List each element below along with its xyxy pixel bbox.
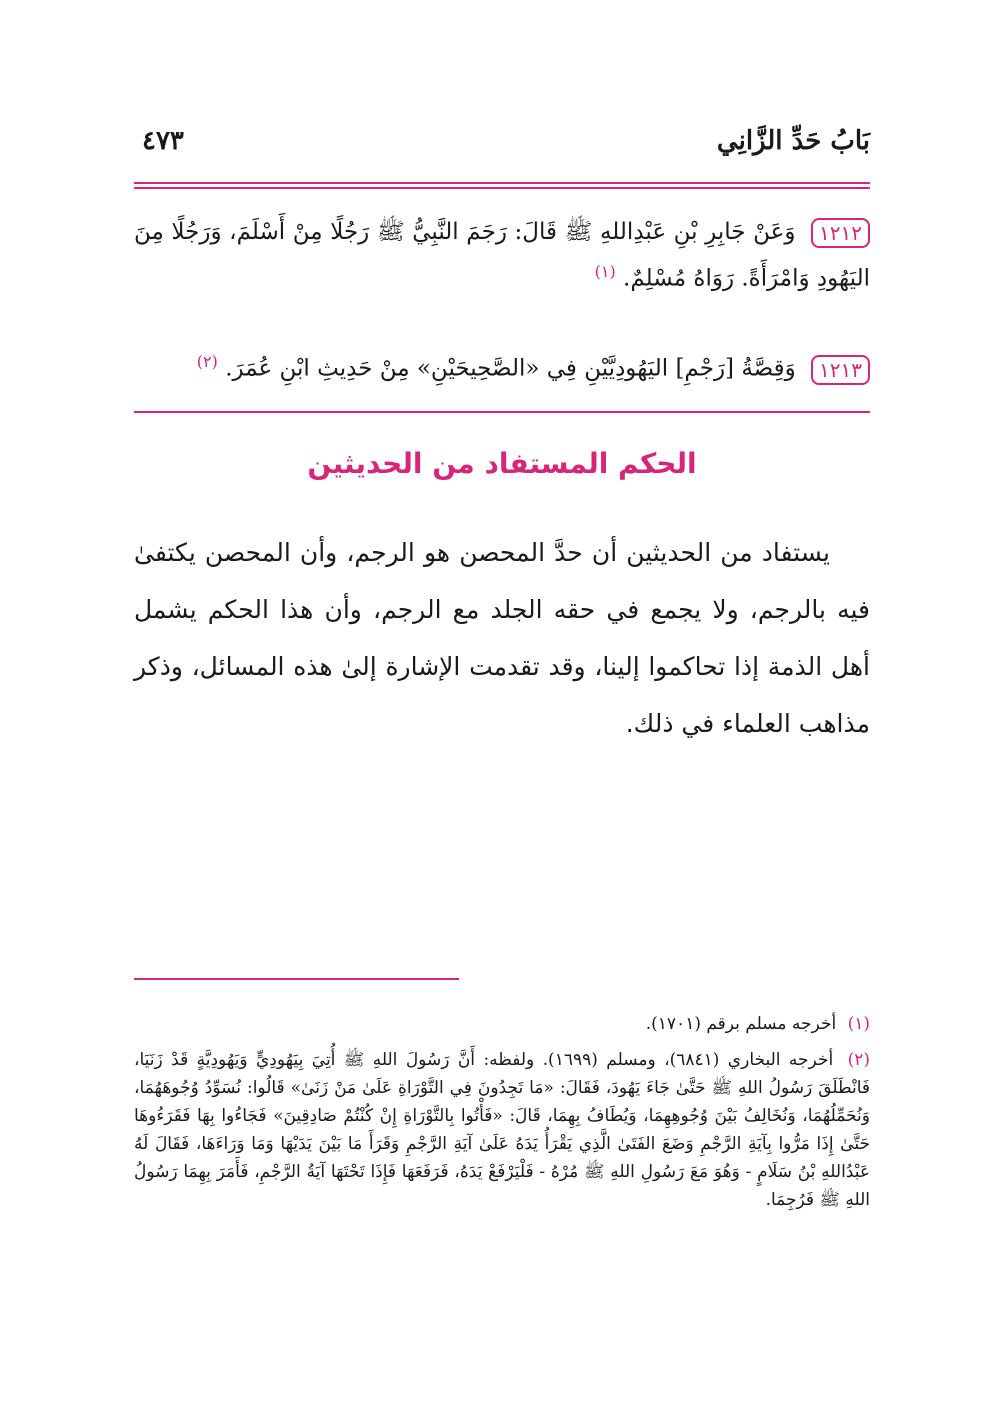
- footnote-number: (٢): [847, 1050, 871, 1070]
- footnote-2: [134, 1046, 870, 1214]
- hadith-1213: [134, 342, 870, 389]
- page-header: [134, 126, 870, 176]
- hadith-number: ١٢١٣: [811, 355, 870, 385]
- footnote-1: [134, 1010, 870, 1038]
- footnote-ref: (٢): [196, 352, 218, 371]
- footnote-text: أخرجه البخاري (٦٨٤١)، ومسلم (١٦٩٩). ولفظه: أَنَّ رَسُولَ اللهِ ﷺ أُتِيَ بِيَهُودِيٍّ وَيَهُودِيَّةٍ قَدْ زَنَيَا، فَانْطَلَقَ رَسُولُ اللهِ ﷺ حَتَّىٰ جَاءَ يَهُودَ، فَقَالَ: «مَا تَجِدُونَ فِي التَّوْرَاةِ عَلَىٰ مَنْ زَنَىٰ» قَالُوا: نُسَوِّدُ وُجُوهَهُمَا، وَنُحَمِّلُهُمَا، وَنُخَالِفُ بَيْنَ وُجُوهِهِمَا، وَيُطَافُ بِهِمَا، قَالَ: «فَأْتُوا بِالتَّوْرَاةِ إِنْ كُنْتُمْ صَادِقِينَ» فَجَاءُوا بِهَا فَقَرَءُوهَا حَتَّىٰ إِذَا مَرُّوا بِآيَةِ الرَّجْمِ وَضَعَ الفَتَىٰ الَّذِي يَقْرَأُ يَدَهُ عَلَىٰ آيَةِ الرَّجْمِ وَقَرَأَ مَا بَيْنَ يَدَيْهَا وَمَا وَرَاءَهَا، فَقَالَ لَهُ عَبْدُاللهِ بْنُ سَلَامٍ - وَهُوَ مَعَ رَسُولِ اللهِ ﷺ مُرْهُ - فَلْيَرْفَعْ يَدَهُ، فَرَفَعَهَا فَإِذَا تَحْتَهَا آيَةُ الرَّجْمِ، فَأَمَرَ بِهِمَا رَسُولُ اللهِ ﷺ فَرُجِمَا.: [134, 1050, 870, 1210]
- hadith-1212: [134, 212, 870, 299]
- footnotes: [134, 1010, 870, 1222]
- section-title: الحكم المستفاد من الحديثين: [307, 447, 697, 480]
- footnote-separator: [134, 978, 459, 980]
- footnote-text: أخرجه مسلم برقم (١٧٠١).: [645, 1014, 837, 1034]
- footnote-number: (١): [847, 1014, 870, 1034]
- body-paragraph: يستفاد من الحديثين أن حدَّ المحصن هو الرجم، وأن المحصن يكتفىٰ فيه بالرجم، ولا يجمع في حقه الجلد مع الرجم، وأن هذا الحكم يشمل أهل الذمة إذا تحاكموا إلينا، وقد تقدمت الإشارة إلىٰ هذه المسائل، وذكر مذاهب العلماء في ذلك.: [134, 538, 870, 738]
- header-rule-top: [134, 182, 870, 184]
- page-number: ٤٧٣: [142, 126, 184, 156]
- hadith-number: ١٢١٢: [811, 218, 870, 248]
- hadith-text: وَقِصَّةُ [رَجْمِ] اليَهُودِيَّيْنِ فِي «الصَّحِيحَيْنِ» مِنْ حَدِيثِ ابْنِ عُمَرَ.: [225, 355, 796, 382]
- footnote-ref: (١): [594, 262, 616, 281]
- running-title: بَابُ حَدِّ الزَّانِي: [716, 126, 870, 156]
- hadith-text: وَعَنْ جَابِرِ بْنِ عَبْدِاللهِ ﷺ قَالَ: رَجَمَ النَّبِيُّ ﷺ رَجُلًا مِنْ أَسْلَمَ، وَرَجُلًا مِنَ اليَهُودِ وَامْرَأَةً. رَوَاهُ مُسْلِمٌ.: [134, 219, 870, 292]
- section-divider: [134, 411, 870, 413]
- header-rule-bottom: [134, 187, 870, 189]
